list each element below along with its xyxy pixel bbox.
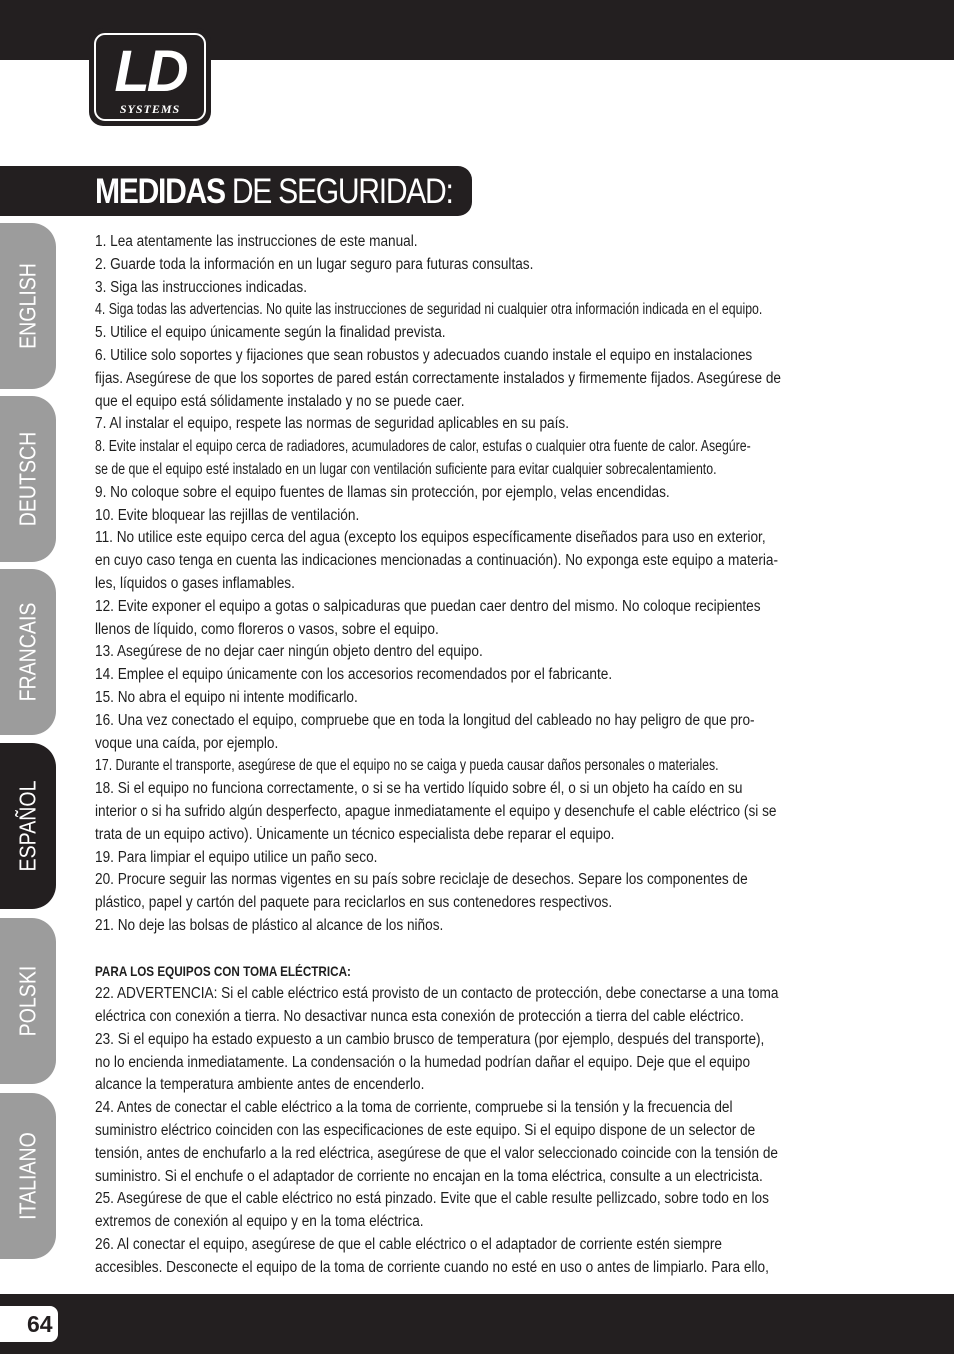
bottom-bar	[0, 1294, 954, 1354]
text-line: 7. Al instalar el equipo, respete las normas de seguridad aplicables en su país.	[95, 415, 569, 433]
text-line: voque una caída, por ejemplo.	[95, 734, 279, 752]
text-line: 4. Siga todas las advertencias. No quite las instrucciones de seguridad ni cualquier otra información indicada en el equipo.	[95, 301, 763, 319]
tab-italiano[interactable]	[0, 1093, 56, 1259]
page-number-text: 64	[27, 1311, 53, 1337]
text-line: 20. Procure seguir las normas vigentes en su país sobre reciclaje de desechos. Separe los componentes de	[95, 871, 748, 889]
text-line: interior o si ha sufrido algún desperfecto, apague inmediatamente el equipo y desenchufe el cable eléctrico (si se	[95, 802, 777, 820]
text-line: no lo encienda inmediatamente. La condensación o la humedad podrían dañar el equipo. Deje que el equipo	[95, 1053, 751, 1071]
text-line: eléctrica con conexión a tierra. No desactivar nunca esta conexión de protección a tierra del cable eléctrico.	[95, 1008, 744, 1026]
text-line: 25. Asegúrese de que el cable eléctrico no está pinzado. Evite que el cable resulte pellizcado, sobre todo en los	[95, 1190, 769, 1208]
text-line: fijas. Asegúrese de que los soportes de pared están correctamente instalados y firmemente fijados. Asegúrese de	[95, 369, 781, 387]
tab-label: POLSKI	[14, 965, 41, 1037]
text-line: alcance la temperatura ambiente antes de encenderlo.	[95, 1076, 425, 1094]
tab-espanol[interactable]	[0, 743, 56, 909]
tab-deutsch[interactable]	[0, 396, 56, 562]
text-line: 11. No utilice este equipo cerca del agua (excepto los equipos específicamente diseñados para uso en exterior,	[95, 529, 766, 547]
text-line: 12. Evite exponer el equipo a gotas o salpicaduras que puedan caer dentro del mismo. No coloque recipientes	[95, 597, 761, 615]
section-title-bar	[0, 166, 472, 216]
text-line: accesibles. Desconecte el equipo de la toma de corriente cuando no esté en uso o antes de limpiarlo. Para ello,	[95, 1258, 769, 1276]
text-line: 5. Utilice el equipo únicamente según la finalidad prevista.	[95, 324, 446, 342]
ld-systems-logo	[89, 28, 211, 126]
text-line: 17. Durante el transporte, asegúrese de que el equipo no se caiga y pueda causar daños personales o materiales.	[95, 757, 719, 775]
text-line: 16. Una vez conectado el equipo, compruebe que en toda la longitud del cableado no hay peligro de que pro-	[95, 711, 755, 729]
safety-instructions	[95, 231, 855, 1280]
tab-english[interactable]	[0, 223, 56, 389]
logo-main-text: LD	[114, 39, 186, 104]
text-line: 10. Evite bloquear las rejillas de ventilación.	[95, 506, 360, 524]
text-line: se de que el equipo esté instalado en un lugar con ventilación suficiente para evitar cualquier sobrecalentamiento.	[95, 460, 717, 478]
page-number	[0, 1306, 58, 1342]
tab-label: ITALIANO	[14, 1132, 41, 1220]
text-line: extremos de conexión al equipo y en la toma eléctrica.	[95, 1213, 424, 1231]
text-line: 3. Siga las instrucciones indicadas.	[95, 278, 307, 296]
page-title-rest: DE SEGURIDAD:	[224, 172, 453, 211]
tab-label: DEUTSCH	[14, 431, 41, 527]
text-line: 9. No coloque sobre el equipo fuentes de llamas sin protección, por ejemplo, velas encendidas.	[95, 483, 670, 501]
text-line: 13. Asegúrese de no dejar caer ningún objeto dentro del equipo.	[95, 643, 483, 661]
text-line: 8. Evite instalar el equipo cerca de radiadores, acumuladores de calor, estufas o cualquier otra fuente de calor. Asegúre-	[95, 438, 751, 456]
text-line: suministro. Si el enchufe o el adaptador de corriente no encajan en la toma eléctrica, consulte a un electricista.	[95, 1167, 763, 1185]
tab-label: ESPAÑOL	[14, 780, 41, 872]
page-title	[95, 170, 453, 214]
text-line: 1. Lea atentamente las instrucciones de este manual.	[95, 233, 418, 250]
text-line: tensión, antes de enchufarlo a la red eléctrica, asegúrese de que el valor seleccionado coincide con la tensión de	[95, 1144, 778, 1162]
text-line: trata de un equipo activo). Únicamente un técnico especialista debe reparar el equipo.	[95, 825, 615, 843]
text-line: 2. Guarde toda la información en un lugar seguro para futuras consultas.	[95, 255, 534, 273]
tab-label: ENGLISH	[14, 263, 41, 349]
text-line: 18. Si el equipo no funciona correctamente, o si se ha vertido líquido sobre él, o si un objeto ha caído en su	[95, 780, 743, 798]
text-line: les, líquidos o gases inflamables.	[95, 574, 295, 592]
text-line: 15. No abra el equipo ni intente modificarlo.	[95, 688, 358, 706]
text-line: 21. No deje las bolsas de plástico al alcance de los niños.	[95, 916, 444, 934]
text-line: 19. Para limpiar el equipo utilice un paño seco.	[95, 848, 378, 866]
tab-polski[interactable]	[0, 918, 56, 1084]
text-line: suministro eléctrico coinciden con las especificaciones de este equipo. Si el equipo dispone de un selector de	[95, 1122, 756, 1140]
text-line: 14. Emplee el equipo únicamente con los accesorios recomendados por el fabricante.	[95, 666, 613, 684]
text-line: plástico, papel y cartón del paquete para reciclarlos en sus contenedores respectivos.	[95, 894, 613, 912]
text-line: 6. Utilice solo soportes y fijaciones que sean robustos y adecuados cuando instale el equipo en instalaciones	[95, 346, 753, 364]
text-line: 24. Antes de conectar el cable eléctrico a la toma de corriente, compruebe si la tensión y la frecuencia del	[95, 1099, 733, 1117]
logo-frame	[94, 33, 206, 121]
text-line: 23. Si el equipo ha estado expuesto a un cambio brusco de temperatura (por ejemplo, después del transporte),	[95, 1030, 765, 1048]
logo-sub-text: SYSTEMS	[119, 102, 181, 116]
page-title-bold: MEDIDAS	[95, 172, 225, 211]
text-line: 26. Al conectar el equipo, asegúrese de que el cable eléctrico o el adaptador de corriente estén siempre	[95, 1236, 722, 1254]
text-line: 22. ADVERTENCIA: Si el cable eléctrico está provisto de un contacto de protección, debe conectarse a una toma	[95, 985, 779, 1003]
tab-label: FRANCAIS	[14, 602, 41, 702]
tab-francais[interactable]	[0, 569, 56, 735]
text-line: en cuyo caso tenga en cuenta las indicaciones mencionadas a continuación). No exponga este equipo a materia-	[95, 552, 778, 570]
section-heading: PARA LOS EQUIPOS CON TOMA ELÉCTRICA:	[95, 963, 351, 979]
text-line: que el equipo está sólidamente instalado y no se puede caer.	[95, 392, 465, 410]
spacer	[95, 938, 855, 961]
text-line: llenos de líquido, como floreros o vasos, sobre el equipo.	[95, 620, 439, 638]
